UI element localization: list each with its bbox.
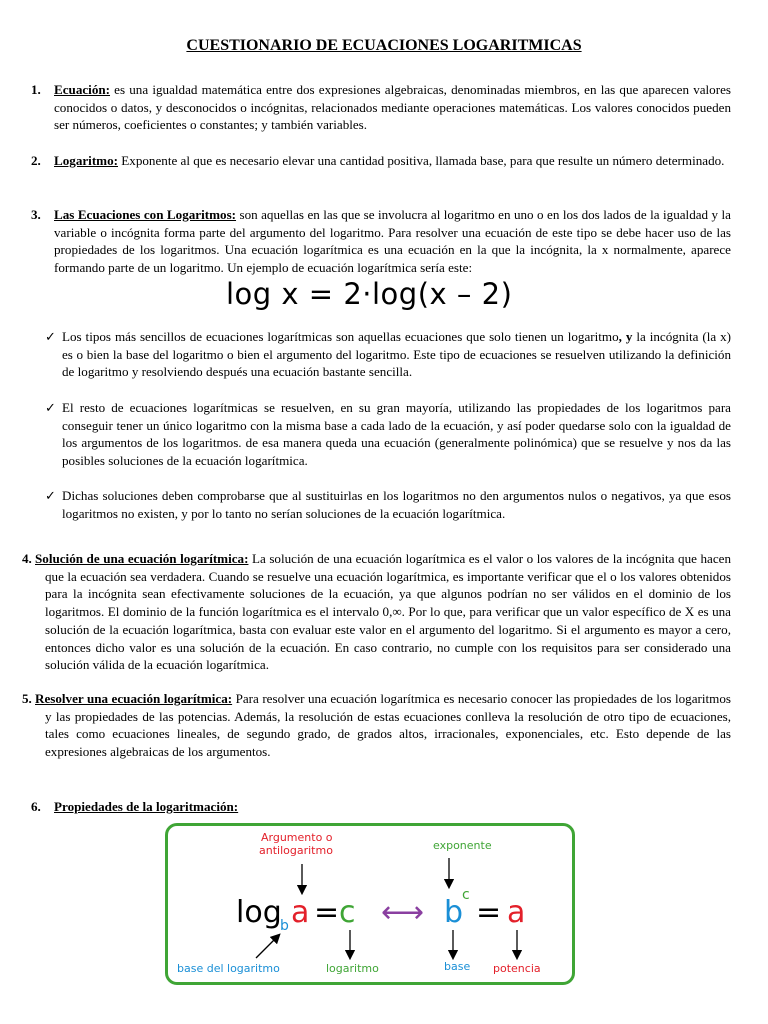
label-antilog: antilogaritmo xyxy=(259,844,333,857)
check-icon: ✓ xyxy=(45,400,56,415)
example-formula: log x = 2·log(x – 2) xyxy=(226,277,513,311)
term-label: Resolver una ecuación logarítmica: xyxy=(35,691,233,706)
check-text: Dichas soluciones deben comprobarse que al sustituirlas en los logaritmos no den argumentos nulos o negativos, ya que esos logaritmos no existen, y por lo tanto no serían soluciones de la ecuación logarítmica. xyxy=(62,488,731,521)
label-argument: Argumento o xyxy=(261,831,333,844)
definition-resolver xyxy=(35,690,731,761)
term-text: Exponente al que es necesario elevar una cantidad positiva, llamada base, para que resulte un número determinado. xyxy=(118,153,725,168)
term-label: Logaritmo: xyxy=(54,153,118,168)
term-text: son aquellas en las que se involucra al logaritmo en uno o en los dos lados de la igualdad y la variable o incógnita forma parte del argumento del logaritmo. Para resolver una ecuación de este tipo se debe hacer uso de las propiedades de los logaritmos. Una ecuación logarítmica es una ecuación en la que la incógnita, la x normalmente, aparece formando parte de un logaritmo. Un ejemplo de ecuación logarítmica sería este: xyxy=(54,207,731,276)
item-number: 5. xyxy=(22,691,32,706)
equals-sign: = xyxy=(476,895,502,930)
definition-ecuaciones-con-logaritmos xyxy=(54,206,731,277)
logarithm-diagram xyxy=(165,823,575,985)
label-base-log: base del logaritmo xyxy=(177,962,280,975)
term-text: Para resolver una ecuación logarítmica es necesario conocer las propiedades de los logaritmos y las propiedades de las potencias. Además, la resolución de estas ecuaciones conlleva la resolución de otro tipo de ecuaciones, tales como ecuaciones lineales, de segundo grado, de grados altos, irracionales, exponenciales, etc. Esto depende de las expresiones algebraicas de los argumentos. xyxy=(45,691,732,760)
definition-propiedades xyxy=(54,798,731,816)
label-logarithm: logaritmo xyxy=(326,962,379,975)
check-bold: , y xyxy=(618,329,633,344)
log-word: log xyxy=(236,895,282,930)
check-item xyxy=(62,487,731,522)
term-text: es una igualdad matemática entre dos expresiones algebraicas, denominadas miembros, en las que aparecen valores conocidos o datos, y desconocidos o incógnitas, relacionados mediante operaciones matemáticas. Los valores conocidos pueden ser números, coeficientes o constantes; y también variables. xyxy=(54,82,731,133)
page-title: CUESTIONARIO DE ECUACIONES LOGARITMICAS xyxy=(186,37,582,54)
check-item xyxy=(62,399,731,470)
term-label: Las Ecuaciones con Logaritmos: xyxy=(54,207,237,222)
definition-logaritmo xyxy=(54,152,731,170)
power-result-a: a xyxy=(507,895,526,930)
equals-sign: = xyxy=(314,895,340,930)
label-exponent: exponente xyxy=(433,839,492,852)
item-number: 4. xyxy=(22,551,32,566)
label-base: base xyxy=(444,960,471,973)
term-label: Ecuación: xyxy=(54,82,111,97)
arrow-base-log xyxy=(256,937,277,958)
log-result-c: c xyxy=(339,895,356,930)
check-text: El resto de ecuaciones logarítmicas se resuelven, en su gran mayoría, utilizando las propiedades de los logaritmos para conseguir tener un único logaritmo con la misma base a cada lado de la ecuación, y así poder quedarse solo con la igualdad de los argumentos de los logaritmos. de esa manera queda una ecuación (generalmente polinómica) que se resuelve y nos da las posibles soluciones de la ecuación logarítmica. xyxy=(62,400,731,469)
log-base-b: b xyxy=(280,918,289,934)
term-text: La solución de una ecuación logarítmica es el valor o los valores de la incógnita que hacen que la ecuación sea verdadera. Cuando se resuelve una ecuación logarítmica, es importante verificar que el o los valores obtenidos para la incógnita sean efectivamente soluciones de la ecuación, ya que algunos podrían no ser válidos en el dominio de los logaritmos. El dominio de la función logarítmica es el intervalo 0,∞. Por lo que, para verificar que un valor específico de X es una solución de la ecuación logarítmica, basta con evaluar este valor en el argumento del logaritmo. Si el argumento es mayor a cero, entonces dicho valor es una solución de la ecuación. En caso contrario, no cumple con los requisitos para ser considerado una solución válida de la ecuación logarítmica. xyxy=(45,551,731,673)
power-exponent-c: c xyxy=(462,887,470,903)
definition-solucion xyxy=(35,550,731,674)
check-text: Los tipos más sencillos de ecuaciones logarítmicas son aquellas ecuaciones que solo tienen un logaritmo xyxy=(62,329,619,344)
equivalence-arrow-icon: ⟷ xyxy=(381,895,425,930)
power-base-b: b xyxy=(444,895,464,930)
definition-ecuacion xyxy=(54,81,731,134)
item-number: 2. xyxy=(31,153,41,168)
log-argument-a: a xyxy=(291,895,310,930)
check-item xyxy=(62,328,731,381)
check-icon: ✓ xyxy=(45,329,56,344)
label-power: potencia xyxy=(493,962,541,975)
term-label: Solución de una ecuación logarítmica: xyxy=(35,551,249,566)
check-text: la incógnita (la x) es o bien la base del logaritmo o bien el argumento del logaritmo. Este tipo de ecuaciones se resuelven utilizando la definición de logaritmo y resolviendo después una ecuación bastante sencilla. xyxy=(62,329,731,380)
item-number: 6. xyxy=(31,799,41,814)
item-number: 1. xyxy=(31,82,41,97)
check-icon: ✓ xyxy=(45,488,56,503)
item-number: 3. xyxy=(31,207,41,222)
term-label: Propiedades de la logaritmación: xyxy=(54,799,239,814)
